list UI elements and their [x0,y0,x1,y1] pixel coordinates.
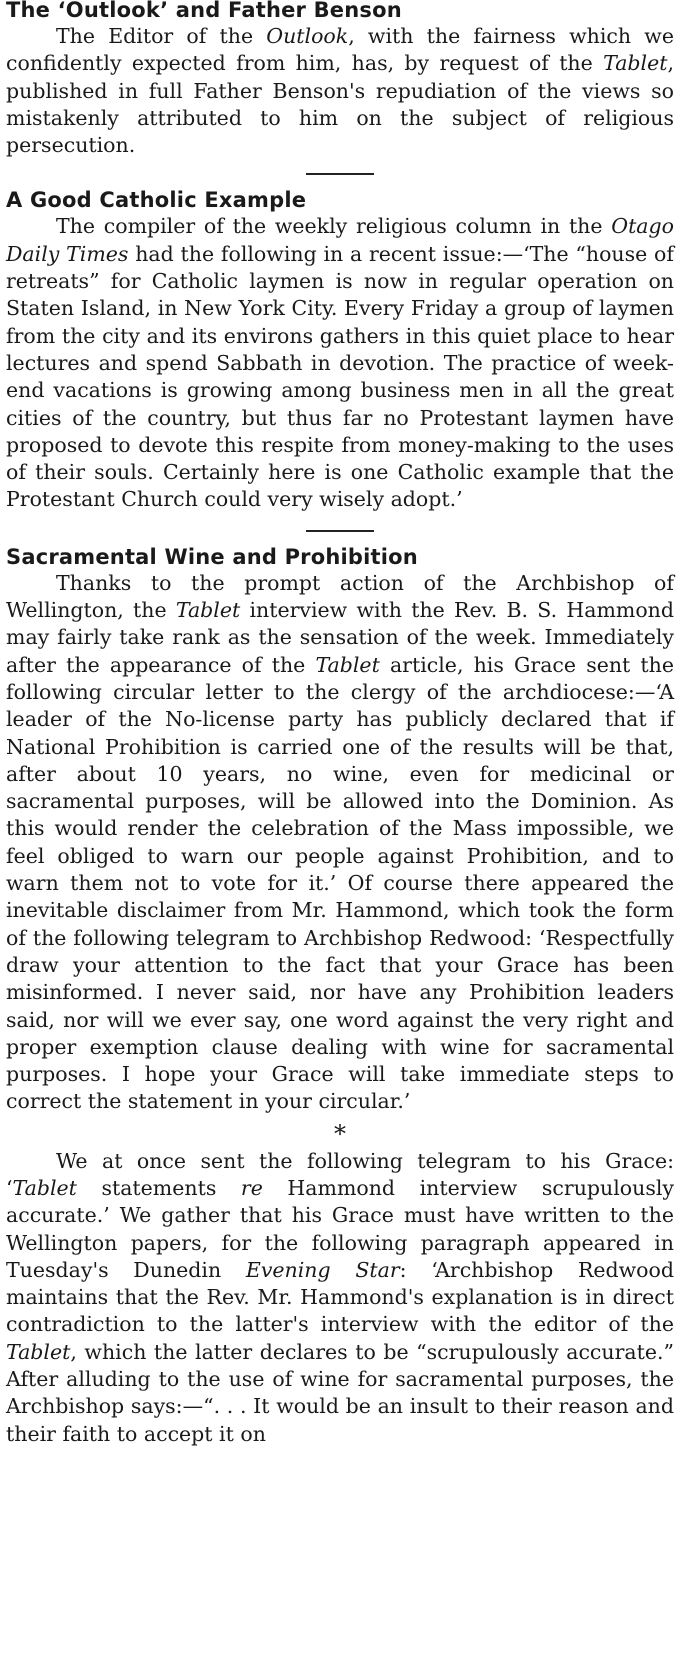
body-text: Thanks to the prompt action of the Archbishop of Wellington, the [6,570,674,623]
paragraph-sacramental-wine-1 [6,570,674,1116]
paragraph-sacramental-wine-2 [6,1148,674,1448]
asterism-separator: * [334,1119,346,1148]
body-text: Hammond interview scrupulously accurate.’ We gather that his Grace must have written to the Wellington papers, for the following paragraph appeared in Tuesday's Dunedin [6,1175,675,1282]
section-divider [306,530,374,532]
body-text: had the following in a recent issue:—‘The “house of retreats” for Catholic laymen is now in regular operation on Staten Island, in New York City. Every Friday a group of laymen from the city and its environs gathers in this quiet place to hear lectures and spend Sabbath in devotion. The practice of week-end vacations is growing among business men in all the great cities of the country, but thus far no Protestant laymen have proposed to devote this respite from money-making to the uses of their souls. Certainly here is one Catholic example that the Protestant Church could very wisely adopt.’ [6,241,674,512]
italic-title-text: re [240,1175,263,1200]
italic-title-text: Otago Daily Times [6,214,674,266]
paragraph-outlook [6,23,674,159]
section-divider [306,173,374,175]
body-text: article, his Grace sent the following circular letter to the clergy of the archdiocese:—‘A leader of the No-license party has publicly declared that if National Prohibition is carried one of the results will be that, after about 10 years, no wine, even for medicinal or sacramental purposes, will be allowed into the Dominion. As this would render the celebration of the Mass impossible, we feel obliged to warn our people against Prohibition, and to warn them not to vote for it.’ Of course there appeared the inevitable disclaimer from Mr. Hammond, which took the form of the following telegram to Archbishop Redwood: ‘Respectfully draw your attention to the fact that your Grace has been misinformed. I never said, nor have any Prohibition leaders said, nor will we ever say, one word against the very right and proper exemption clause dealing with wine for sacramental purposes. I hope your Grace will take immediate steps to correct the statement in your circular.’ [6,652,675,1114]
italic-title-text: Tablet [603,51,668,76]
body-text: The Editor of the [56,24,267,48]
italic-title-text: Evening Star [245,1257,400,1282]
italic-title-text: Tablet [12,1175,77,1200]
heading-outlook-father-benson: The ‘Outlook’ and Father Benson [6,0,402,22]
italic-title-text: Tablet [315,652,380,677]
body-text: The compiler of the weekly religious column in the [56,214,612,239]
paragraph-catholic-example [6,213,674,513]
body-text: interview with the Rev. B. S. Hammond may fairly take rank as the sensation of the week. Immediately after the appearance of the [6,598,675,677]
body-text: statements [76,1175,241,1200]
italic-title-text: Outlook [266,24,349,48]
body-text: , which the latter declares to be “scrupulously accurate.” After alluding to the use of wine for sacramental purposes, the Archbishop says:—“. . . It would be an insult to their reason and their faith to accept it on [6,1339,674,1446]
italic-title-text: Tablet [175,598,241,623]
italic-title-text: Tablet [6,1339,71,1364]
body-text: , published in full Father Benson's repudiation of the views so mistakenly attributed to him on the subject of religious persecution. [6,51,674,158]
body-text: : ‘Archbishop Redwood maintains that the Rev. Mr. Hammond's explanation is in direct contradiction to the latter's interview with the editor of the [6,1257,674,1337]
heading-sacramental-wine: Sacramental Wine and Prohibition [6,544,418,569]
heading-good-catholic-example: A Good Catholic Example [6,188,307,213]
body-text: We at once sent the following telegram to his Grace: ‘ [6,1148,674,1200]
body-text: , with the fairness which we confidently expected from him, has, by request of the [6,24,674,76]
